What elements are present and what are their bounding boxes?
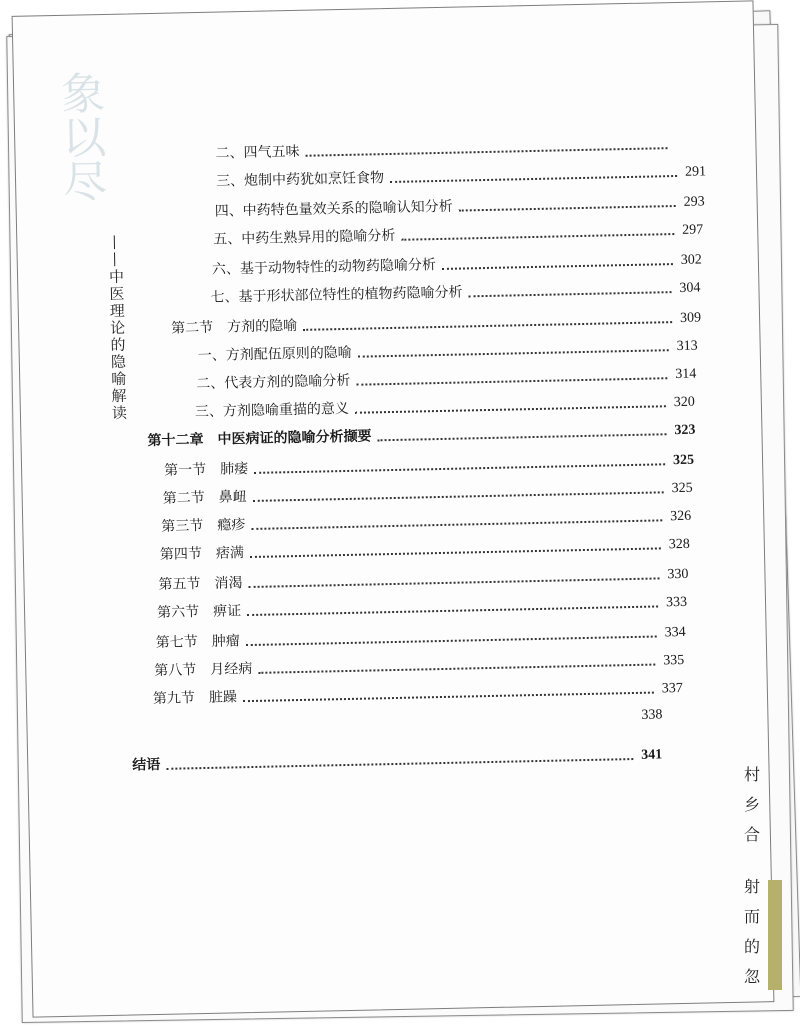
toc-entry-page: 337: [661, 680, 683, 697]
toc-entry: [213, 218, 703, 248]
toc-entry: [627, 707, 687, 724]
toc-entry-page: 326: [670, 508, 692, 525]
toc-entry-page: 333: [665, 594, 688, 611]
toc-entry-page: 325: [671, 480, 693, 497]
toc-entry-label: 一、方剂配伍原则的隐喻: [197, 344, 352, 365]
toc-entry-label: 第十二章 中医病证的隐喻分析撷要: [147, 428, 372, 450]
toc-entry-page: 335: [663, 652, 685, 669]
toc-section: [153, 677, 683, 708]
toc-section: [158, 563, 688, 594]
toc-section: [161, 505, 691, 536]
toc-section: [171, 307, 701, 338]
toc-section: [156, 621, 686, 652]
toc-entry-label: 五、中药生熟异用的隐喻分析: [213, 227, 396, 248]
toc-entry-page: 313: [676, 338, 698, 355]
toc-section: [154, 649, 684, 680]
next-page-edge-text: [744, 760, 794, 1000]
toc-entry-label: 第三节 瘾疹: [161, 517, 246, 535]
edge-fragment: 合: [744, 825, 761, 844]
toc-entry-page: 323: [674, 422, 696, 439]
edge-fragment: 乡: [744, 795, 761, 814]
toc-entry-page: 293: [683, 194, 705, 210]
toc-entry-page: 304: [679, 280, 701, 296]
edge-fragment: 村: [744, 765, 761, 784]
toc-entry: [198, 335, 698, 365]
toc-entry-label: 结语: [132, 756, 161, 774]
toc-entry-label: 第五节 消渴: [158, 575, 243, 593]
toc-section: [163, 477, 693, 508]
toc-entry: [215, 190, 705, 220]
toc-entry-page: 314: [675, 366, 697, 383]
toc-entry-page: 338: [641, 707, 663, 723]
toc-entry-page: 320: [673, 394, 695, 411]
toc-chapter: [147, 419, 695, 450]
toc-section: [157, 591, 687, 622]
toc-entry: [210, 277, 700, 307]
toc-entry-page: 302: [680, 252, 703, 268]
toc-entry-label: 二、代表方剂的隐喻分析: [196, 372, 351, 393]
toc-entry-page: 334: [664, 624, 686, 641]
toc-entry: [212, 248, 702, 278]
toc-entry-label: 三、炮制中药犹如烹饪食物: [215, 170, 385, 190]
toc-entry-label: 第九节 脏躁: [152, 689, 238, 708]
toc-entry-label: 第二节 方剂的隐喻: [171, 317, 298, 337]
toc-entry-page: 341: [641, 747, 663, 763]
edge-fragment: 射: [744, 877, 761, 896]
toc-entry: [215, 133, 675, 163]
toc-entry-page: 291: [684, 164, 707, 180]
toc-entry-page: 297: [682, 222, 704, 238]
edge-fragment: 忽: [744, 967, 761, 986]
toc-page: [12, 0, 775, 1017]
edge-fragment: 的: [744, 937, 761, 956]
spine-title: ——中医理论的隐喻解读: [106, 234, 129, 422]
toc-entry-page: 328: [668, 536, 690, 553]
toc-section: [160, 533, 690, 564]
toc-entry: [196, 363, 696, 393]
toc-entry-page: 325: [672, 452, 695, 469]
watermark-logo: 象以尽: [52, 69, 107, 204]
toc-entry-label: 第一节 肺痿: [163, 461, 249, 479]
toc-entry-label: 第四节 痞满: [159, 545, 245, 563]
table-of-contents: [13, 1, 774, 1016]
toc-entry-label: 第八节 月经病: [154, 660, 253, 680]
toc-entry-label: 第六节 痹证: [156, 603, 242, 621]
toc-entry: [195, 391, 695, 421]
toc-entry-page: 309: [679, 310, 702, 326]
toc-entry-label: 七、基于形状部位特性的植物药隐喻分析: [210, 284, 463, 306]
toc-entry-label: 三、方剂隐喻重描的意义: [194, 400, 350, 421]
toc-section: [164, 449, 694, 480]
toc-conclusion: [132, 743, 662, 774]
toc-entry: [216, 160, 706, 190]
toc-entry-label: 二、四气五味: [215, 143, 300, 162]
toc-entry-label: 四、中药特色量效关系的隐喻认知分析: [214, 198, 453, 220]
edge-fragment: 而: [744, 907, 761, 926]
toc-entry-label: 六、基于动物特性的动物药隐喻分析: [211, 257, 437, 278]
toc-entry-label: 第二节 鼻衄: [162, 489, 247, 507]
toc-entry-label: 第七节 肿瘤: [155, 633, 240, 651]
toc-entry-page: 330: [667, 566, 689, 583]
